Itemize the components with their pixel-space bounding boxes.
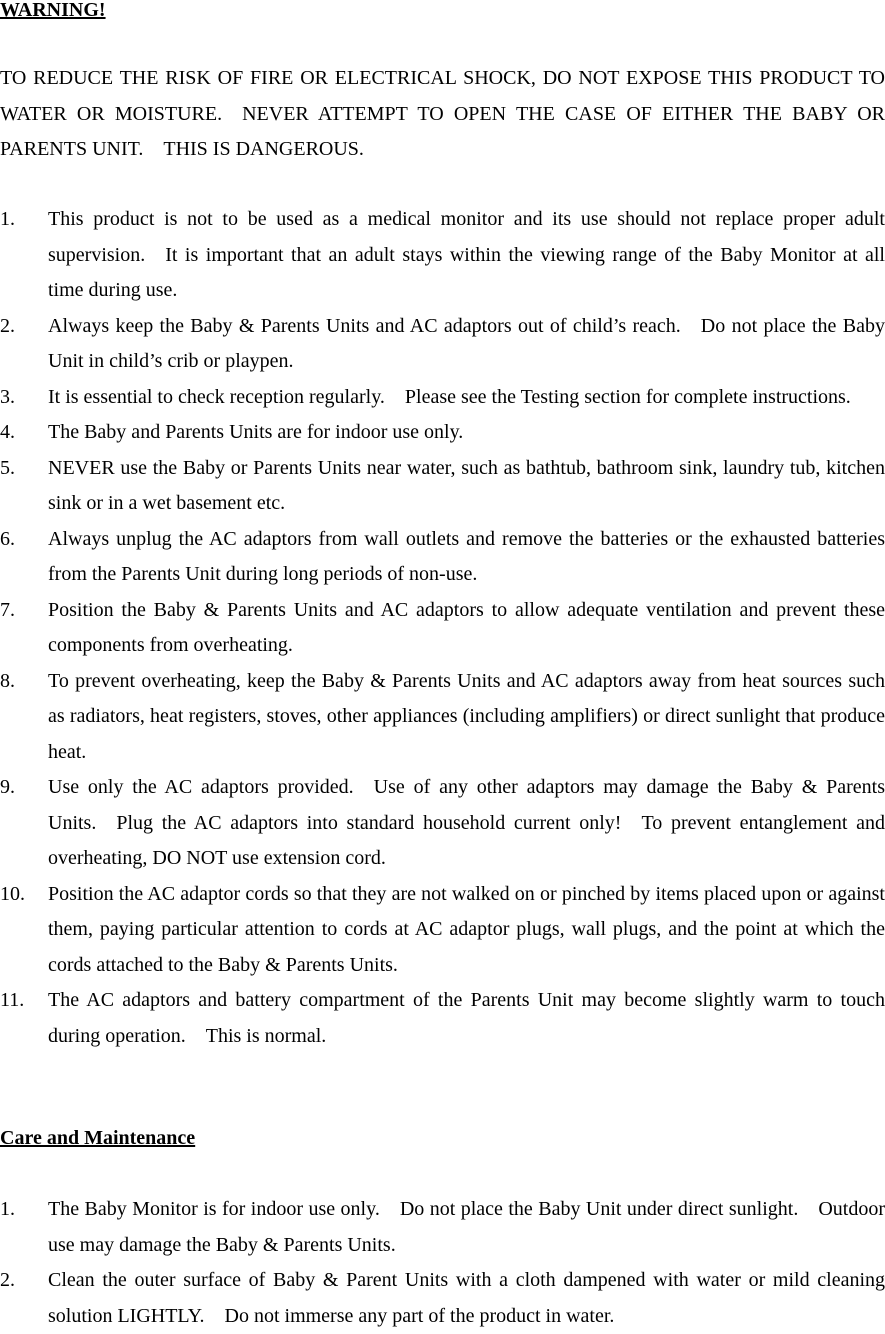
item-text: Clean the outer surface of Baby & Parent Units with a cloth dampened with water or mild cleaning solution LIGHTLY. Do not immerse any part of the product in water.	[48, 1269, 885, 1327]
item-text: The AC adaptors and battery compartment of the Parents Unit may become slightly warm to touch during operation. This is normal.	[48, 989, 885, 1047]
item-text: It is essential to check reception regularly. Please see the Testing section for complete instructions.	[48, 385, 851, 408]
item-number: 6.	[0, 527, 15, 550]
item-text: Position the AC adaptor cords so that they are not walked on or pinched by items placed upon or against them, paying particular attention to cords at AC adaptor plugs, wall plugs, and the point at which the cords attached to the Baby & Parents Units.	[48, 882, 885, 976]
item-text: This product is not to be used as a medical monitor and its use should not replace proper adult supervision. It is important that an adult stays within the viewing range of the Baby Monitor at all time during use.	[48, 208, 885, 301]
item-number: 4.	[0, 421, 15, 443]
list-item	[0, 415, 885, 451]
item-text: The Baby and Parents Units are for indoor use only.	[48, 421, 464, 443]
list-item	[0, 1263, 885, 1334]
item-number: 9.	[0, 776, 15, 798]
item-number: 8.	[0, 669, 15, 692]
item-text: NEVER use the Baby or Parents Units near water, such as bathtub, bathroom sink, laundry tub, kitchen sink or in a wet basement etc.	[48, 456, 885, 514]
list-item	[0, 1192, 885, 1263]
list-item	[0, 877, 885, 984]
item-number: 5.	[0, 456, 15, 479]
list-item	[0, 309, 885, 380]
list-item	[0, 451, 885, 522]
item-text: Position the Baby & Parents Units and AC adaptors to allow adequate ventilation and prevent these components from overheating.	[48, 598, 885, 656]
care-list	[0, 1192, 885, 1334]
list-item	[0, 593, 885, 664]
list-item	[0, 983, 885, 1054]
safety-list	[0, 202, 885, 1054]
item-number: 7.	[0, 598, 15, 621]
item-text: Always keep the Baby & Parents Units and AC adaptors out of child’s reach. Do not place the Baby Unit in child’s crib or playpen.	[48, 314, 885, 372]
item-text: Use only the AC adaptors provided. Use of any other adaptors may damage the Baby & Parents Units. Plug the AC adaptors into standard household current only! To prevent entanglement and overheating, DO NOT use extension cord.	[48, 776, 885, 869]
warning-heading: WARNING!	[0, 0, 106, 21]
item-text: To prevent overheating, keep the Baby & Parents Units and AC adaptors away from heat sources such as radiators, heat registers, stoves, other appliances (including amplifiers) or direct sunlight that produce heat.	[48, 669, 885, 763]
item-number: 2.	[0, 1269, 15, 1291]
warning-paragraph: TO REDUCE THE RISK OF FIRE OR ELECTRICAL SHOCK, DO NOT EXPOSE THIS PRODUCT TO WATER OR MOISTURE. NEVER ATTEMPT TO OPEN THE CASE OF EITHER THE BABY OR PARENTS UNIT. THIS IS DANGEROUS.	[0, 67, 885, 160]
list-item	[0, 380, 885, 416]
item-number: 1.	[0, 1198, 15, 1220]
item-number: 2.	[0, 314, 15, 337]
list-item	[0, 522, 885, 593]
list-item	[0, 202, 885, 309]
list-item	[0, 770, 885, 877]
item-text: The Baby Monitor is for indoor use only. Do not place the Baby Unit under direct sunlight. Outdoor use may damage the Baby & Parents Units.	[48, 1198, 885, 1256]
item-number: 1.	[0, 208, 15, 230]
item-number: 3.	[0, 385, 15, 408]
item-text: Always unplug the AC adaptors from wall outlets and remove the batteries or the exhausted batteries from the Parents Unit during long periods of non-use.	[48, 527, 885, 585]
care-maintenance-heading: Care and Maintenance	[0, 1127, 196, 1149]
item-number: 10.	[0, 882, 25, 905]
item-number: 11.	[0, 989, 25, 1011]
list-item	[0, 664, 885, 771]
